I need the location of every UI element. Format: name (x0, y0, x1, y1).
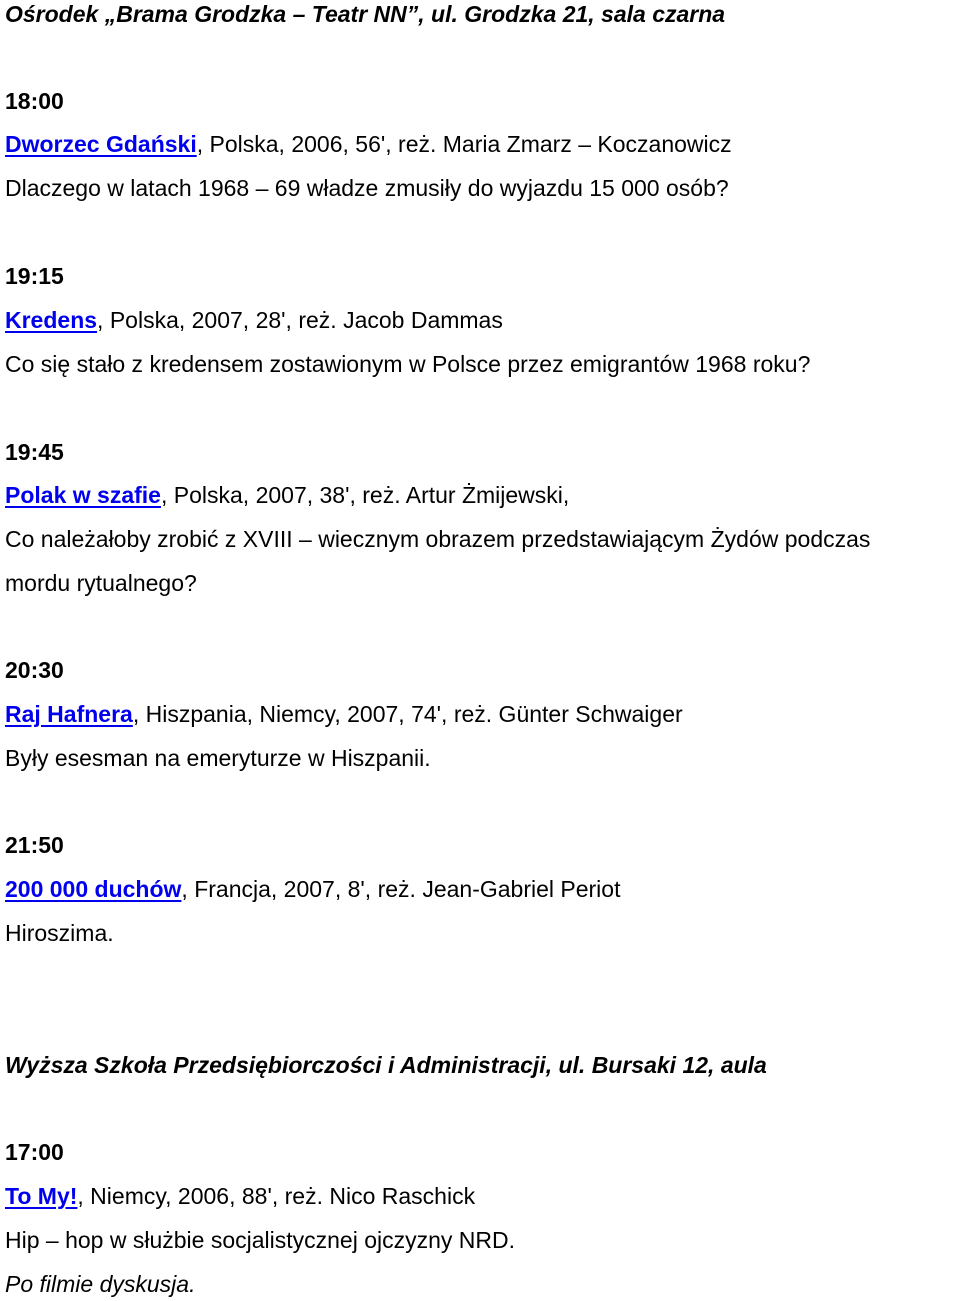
film-description: Były esesman na emeryturze w Hiszpanii. (5, 745, 431, 771)
film-link-to-my[interactable]: To My! (5, 1183, 78, 1209)
film-details: , Polska, 2006, 56', reż. Maria Zmarz – Koczanowicz (196, 131, 732, 157)
film-description: Hiroszima. (5, 920, 114, 946)
film-description: Co należałoby zrobić z XVIII – wiecznym obrazem przedstawiającym Żydów podczas (5, 526, 871, 552)
screening-info (5, 875, 620, 903)
discussion-note: Po filmie dyskusja. (5, 1271, 196, 1297)
screening-time: 17:00 (5, 1139, 64, 1165)
film-link-polak-w-szafie[interactable]: Polak w szafie (5, 482, 161, 508)
film-description: Co się stało z kredensem zostawionym w Polsce przez emigrantów 1968 roku? (5, 351, 811, 377)
venue-title: Wyższa Szkoła Przedsiębiorczości i Administracji, ul. Bursaki 12, aula (5, 1052, 767, 1078)
film-details: , Polska, 2007, 28', reż. Jacob Dammas (97, 307, 503, 333)
screening-time: 19:15 (5, 263, 64, 289)
screening-info (5, 700, 683, 728)
screening-time: 18:00 (5, 88, 64, 114)
screening-info (5, 1182, 475, 1210)
film-description: Hip – hop w służbie socjalistycznej ojczyzny NRD. (5, 1227, 516, 1253)
screening-time: 21:50 (5, 832, 64, 858)
film-details: , Hiszpania, Niemcy, 2007, 74', reż. Günter Schwaiger (132, 701, 683, 727)
film-description: mordu rytualnego? (5, 570, 197, 596)
film-description: Dlaczego w latach 1968 – 69 władze zmusiły do wyjazdu 15 000 osób? (5, 175, 729, 201)
screening-info (5, 481, 569, 509)
venue-title: Ośrodek „Brama Grodzka – Teatr NN”, ul. Grodzka 21, sala czarna (5, 1, 726, 27)
film-link-kredens[interactable]: Kredens (5, 307, 98, 333)
film-details: , Polska, 2007, 38', reż. Artur Żmijewski, (160, 482, 570, 508)
screening-time: 20:30 (5, 657, 64, 683)
screening-info (5, 130, 732, 158)
screening-info (5, 306, 503, 334)
film-details: , Francja, 2007, 8', reż. Jean-Gabriel Periot (181, 876, 621, 902)
film-link-raj-hafnera[interactable]: Raj Hafnera (5, 701, 133, 727)
screening-time: 19:45 (5, 439, 64, 465)
film-link-dworzec-gdanski[interactable]: Dworzec Gdański (5, 131, 197, 157)
film-details: , Niemcy, 2006, 88', reż. Nico Raschick (77, 1183, 476, 1209)
film-link-200000-duchow[interactable]: 200 000 duchów (5, 876, 182, 902)
